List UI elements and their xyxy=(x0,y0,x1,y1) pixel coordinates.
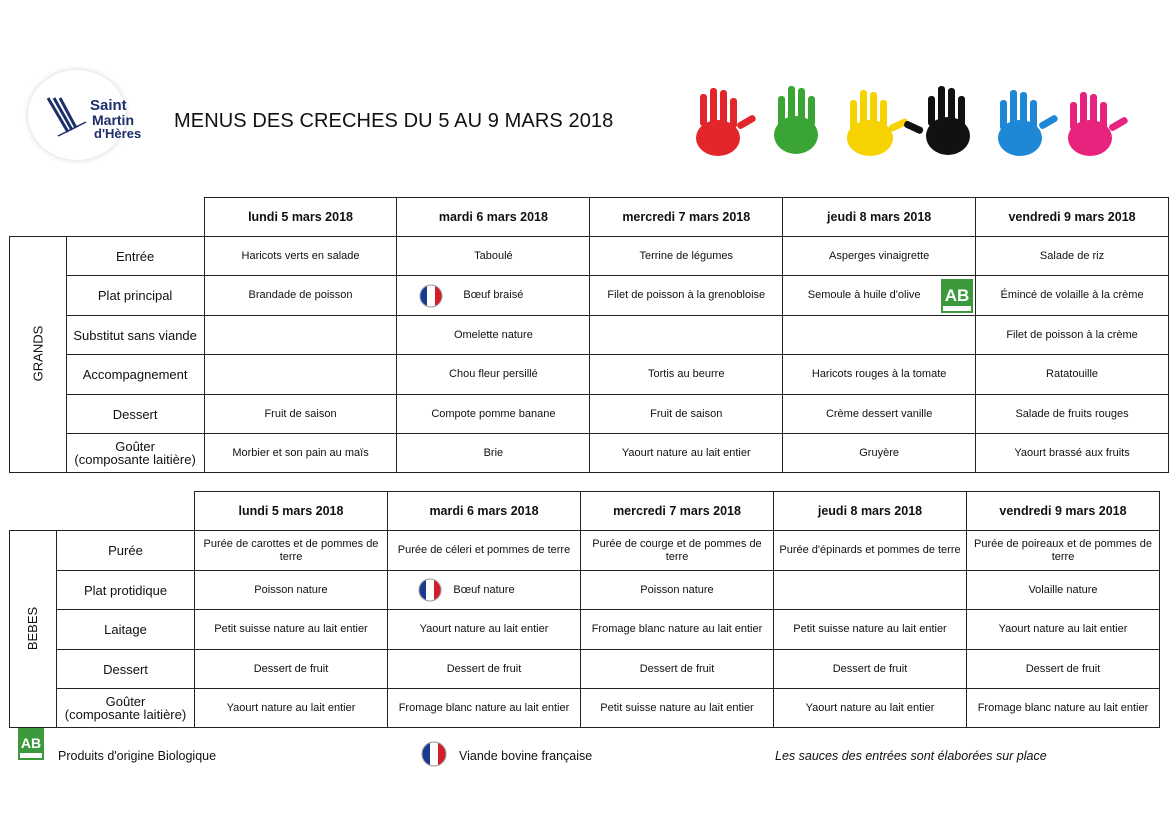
menu-cell: Tortis au beurre xyxy=(590,355,783,395)
menu-cell xyxy=(204,355,397,395)
french-flag-icon xyxy=(419,284,443,308)
menu-cell: Purée d'épinards et pommes de terre xyxy=(774,531,967,571)
table-row xyxy=(10,571,1160,610)
category-line-1: Goûter xyxy=(105,694,146,709)
menu-cell: Yaourt nature au lait entier xyxy=(774,689,967,728)
menu-cell: Yaourt nature au lait entier xyxy=(590,434,783,473)
menu-cell: Dessert de fruit xyxy=(581,650,774,689)
category-cell: Purée xyxy=(57,531,195,571)
menu-cell: Poisson nature xyxy=(581,571,774,610)
city-logo xyxy=(28,70,142,160)
menu-cell: Dessert de fruit xyxy=(774,650,967,689)
menu-cell: Asperges vinaigrette xyxy=(783,237,976,276)
menu-cell-with-flag xyxy=(388,571,581,610)
menu-cell: Taboulé xyxy=(397,237,590,276)
menu-cell: Yaourt nature au lait entier xyxy=(195,689,388,728)
table-row xyxy=(10,650,1160,689)
svg-text:AB: AB xyxy=(20,735,42,751)
menu-cell-with-ab xyxy=(783,276,976,316)
table-row xyxy=(10,531,1160,571)
menu-cell: Filet de poisson à la grenobloise xyxy=(590,276,783,316)
day-header: mardi 6 mars 2018 xyxy=(397,198,590,237)
ab-organic-icon xyxy=(941,279,973,313)
svg-text:AB: AB xyxy=(944,285,970,305)
category-cell: Dessert xyxy=(66,395,204,434)
day-header: mercredi 7 mars 2018 xyxy=(581,492,774,531)
menu-cell: Salade de riz xyxy=(976,237,1169,276)
menu-cell: Omelette nature xyxy=(397,316,590,355)
menu-cell: Salade de fruits rouges xyxy=(976,395,1169,434)
legend-bio: Produits d'origine Biologique xyxy=(58,749,217,763)
group-label-cell xyxy=(10,531,57,728)
menu-cell-text: Bœuf nature xyxy=(453,583,515,596)
ab-organic-icon xyxy=(18,728,44,760)
category-cell: Entrée xyxy=(66,237,204,276)
menu-cell: Yaourt nature au lait entier xyxy=(388,610,581,650)
menu-cell: Fruit de saison xyxy=(590,395,783,434)
menu-cell: Yaourt brassé aux fruits xyxy=(976,434,1169,473)
logo-line-2: Martin xyxy=(92,112,134,128)
table-row xyxy=(10,395,1169,434)
legend-beef: Viande bovine française xyxy=(459,749,593,763)
menu-cell: Brie xyxy=(397,434,590,473)
menu-cell: Haricots rouges à la tomate xyxy=(783,355,976,395)
table-row xyxy=(10,355,1169,395)
menu-cell: Purée de poireaux et de pommes de terre xyxy=(967,531,1160,571)
category-line-1: Goûter xyxy=(115,439,155,454)
menu-cell: Purée de carottes et de pommes de terre xyxy=(195,531,388,571)
table-row xyxy=(10,610,1160,650)
menu-cell: Ratatouille xyxy=(976,355,1169,395)
category-line-2: (composante laitière) xyxy=(74,452,196,467)
page-title: MENUS DES CRECHES DU 5 AU 9 MARS 2018 xyxy=(174,110,614,132)
table-row xyxy=(10,689,1160,728)
group-label-bebes: BEBES xyxy=(25,606,41,650)
menu-cell: Fromage blanc nature au lait entier xyxy=(967,689,1160,728)
day-header: vendredi 9 mars 2018 xyxy=(967,492,1160,531)
menu-cell: Dessert de fruit xyxy=(195,650,388,689)
day-header: jeudi 8 mars 2018 xyxy=(783,198,976,237)
bebes-menu-table xyxy=(9,491,1160,728)
bebes-header-row xyxy=(10,492,1160,531)
category-cell: Accompagnement xyxy=(66,355,204,395)
day-header: lundi 5 mars 2018 xyxy=(204,198,397,237)
grands-menu-table xyxy=(9,197,1169,473)
menu-cell-text: Bœuf braisé xyxy=(463,289,524,301)
logo-line-3: d'Hères xyxy=(94,126,142,141)
menu-cell: Yaourt nature au lait entier xyxy=(967,610,1160,650)
menu-cell: Purée de courge et de pommes de terre xyxy=(581,531,774,571)
menu-cell: Petit suisse nature au lait entier xyxy=(195,610,388,650)
menu-cell: Fruit de saison xyxy=(204,395,397,434)
category-cell: Dessert xyxy=(57,650,195,689)
category-line-2: (composante laitière) xyxy=(64,707,187,722)
table-row xyxy=(10,237,1169,276)
menu-cell: Compote pomme banane xyxy=(397,395,590,434)
menu-cell: Petit suisse nature au lait entier xyxy=(581,689,774,728)
day-header: vendredi 9 mars 2018 xyxy=(976,198,1169,237)
table-row xyxy=(10,316,1169,355)
day-header: mardi 6 mars 2018 xyxy=(388,492,581,531)
day-header: jeudi 8 mars 2018 xyxy=(774,492,967,531)
menu-cell: Fromage blanc nature au lait entier xyxy=(388,689,581,728)
category-cell: Plat protidique xyxy=(57,571,195,610)
menu-cell: Brandade de poisson xyxy=(204,276,397,316)
legend-note: Les sauces des entrées sont élaborées sur place xyxy=(775,749,1047,763)
menu-cell: Gruyère xyxy=(783,434,976,473)
menu-cell: Dessert de fruit xyxy=(967,650,1160,689)
menu-cell xyxy=(774,571,967,610)
menu-cell: Chou fleur persillé xyxy=(397,355,590,395)
menu-cell xyxy=(590,316,783,355)
category-cell xyxy=(66,434,204,473)
french-flag-icon xyxy=(421,741,447,767)
menu-cell: Filet de poisson à la crème xyxy=(976,316,1169,355)
menu-cell: Crème dessert vanille xyxy=(783,395,976,434)
menu-cell: Poisson nature xyxy=(195,571,388,610)
category-cell: Laitage xyxy=(57,610,195,650)
menu-cell: Émincé de volaille à la crème xyxy=(976,276,1169,316)
menu-cell-with-flag xyxy=(397,276,590,316)
menu-cell: Fromage blanc nature au lait entier xyxy=(581,610,774,650)
french-flag-icon xyxy=(418,578,442,602)
menu-cell: Dessert de fruit xyxy=(388,650,581,689)
group-label-grands: GRANDS xyxy=(30,325,46,382)
table-row xyxy=(10,276,1169,316)
category-cell: Plat principal xyxy=(66,276,204,316)
menu-cell: Petit suisse nature au lait entier xyxy=(774,610,967,650)
menu-cell: Terrine de légumes xyxy=(590,237,783,276)
day-header: lundi 5 mars 2018 xyxy=(195,492,388,531)
category-cell: Substitut sans viande xyxy=(66,316,204,355)
menu-cell-text: Semoule à huile d'olive xyxy=(807,289,921,301)
menu-cell xyxy=(783,316,976,355)
category-cell xyxy=(57,689,195,728)
day-header: mercredi 7 mars 2018 xyxy=(590,198,783,237)
menu-cell: Morbier et son pain au maïs xyxy=(204,434,397,473)
menu-cell: Volaille nature xyxy=(967,571,1160,610)
group-label-cell xyxy=(10,237,67,473)
menu-cell xyxy=(204,316,397,355)
logo-line-1: Saint xyxy=(90,97,127,114)
menu-cell: Purée de céleri et pommes de terre xyxy=(388,531,581,571)
table-row xyxy=(10,434,1169,473)
menu-cell: Haricots verts en salade xyxy=(204,237,397,276)
grands-header-row xyxy=(10,198,1169,237)
handprints-icon xyxy=(690,80,1140,165)
